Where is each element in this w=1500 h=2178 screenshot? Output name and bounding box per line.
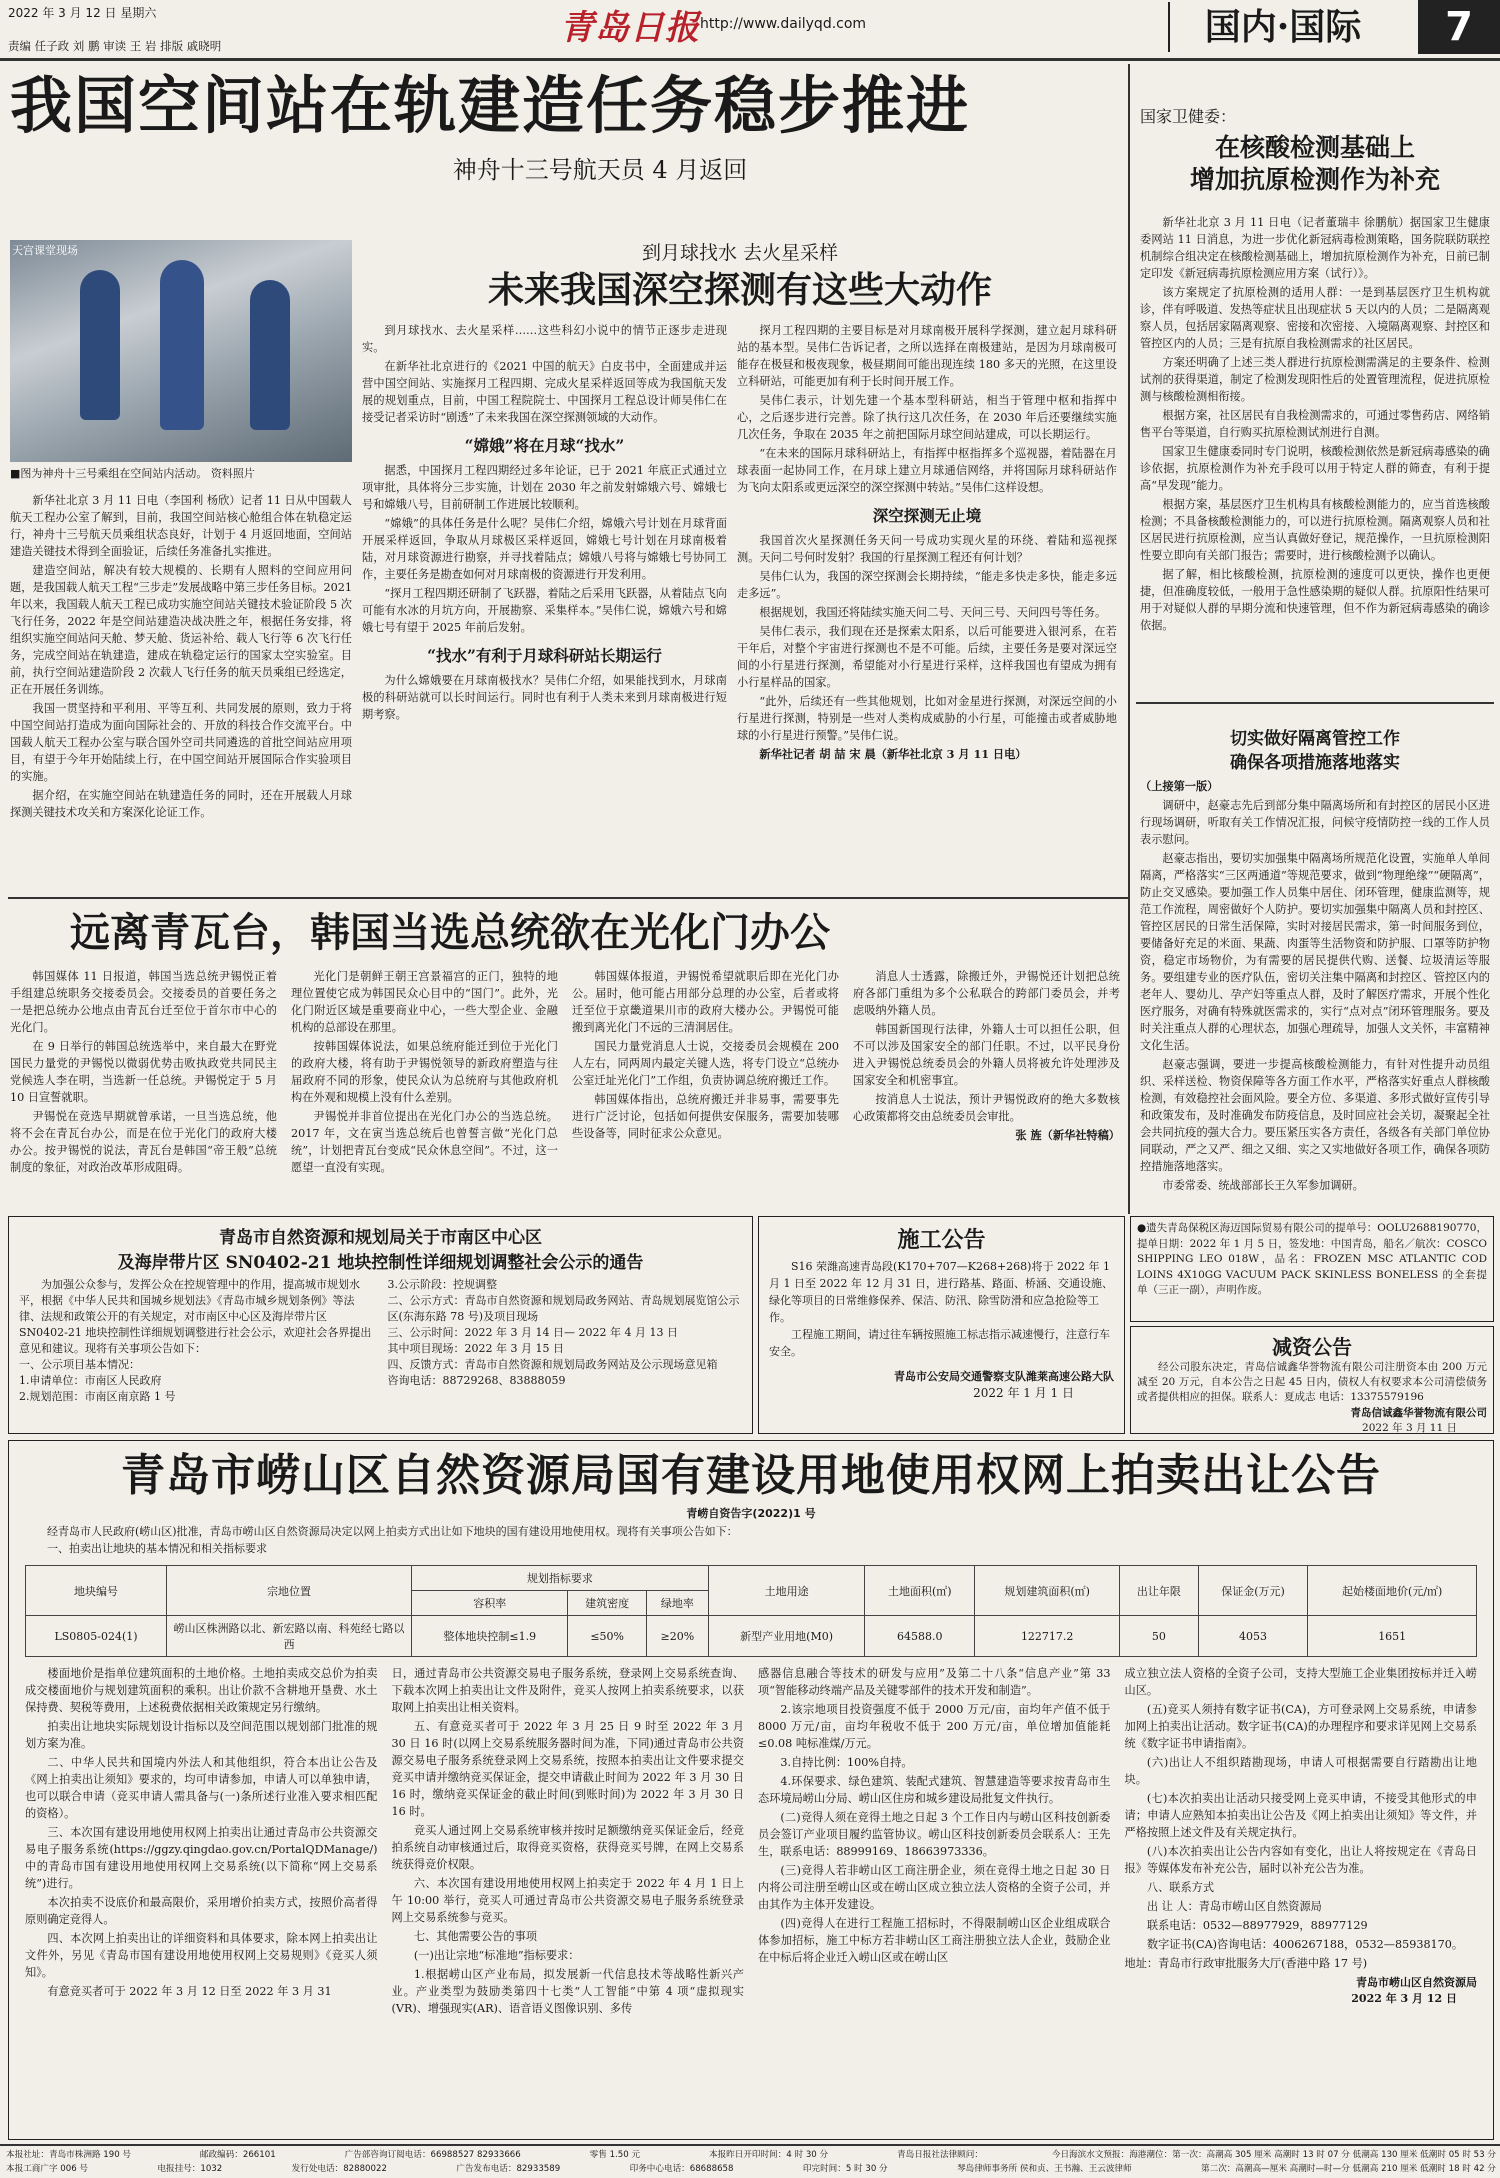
plan-notice bbox=[8, 1216, 753, 1434]
paragraph: 我国一贯坚持和平利用、平等互利、共同发展的原则，致力于将中国空间站打造成为面向国际社会的、开放的科技合作交流平台。中国载人航天工程办公室与联合国外空司共同遴选的首批空间站应用项目，有望于今年开始陆续上行，在中国空间站开展国际合作实验项目的实施。 bbox=[10, 702, 352, 783]
capital-title: 减资公告 bbox=[1272, 1335, 1352, 1359]
paper-logo: 青岛日报 bbox=[560, 8, 700, 48]
sub-headline-1: 切实做好隔离管控工作 bbox=[1230, 729, 1400, 749]
paragraph: 赵豪志强调，要进一步提高核酸检测能力，有针对性提升动员组织、采样送检、物资保障等各方面工作水平，严格落实好重点人群核酸检测，有效稳控社会面风险。要全方位、多渠道、多形式做好宣传引导和政策发布，及时准确发布防疫信息，及时回应社会关切，凝聚起全社会共同抗疫的强大合力。要压紧压实各方责任，各级各有关部门单位协同联动，严之又严、细之又细、实之又实地做好各项工作，确保各项防控措施落地落实。 bbox=[1140, 1058, 1490, 1173]
paragraph: 吴伟仁表示，计划先建一个基本型科研站，相当于管理中枢和指挥中心，之后逐步进行完善。除了执行这几次任务，在 2030 年后还要继续实施几次任务，争取在 2035 年之前把国际月球空间站建成，可以长期运行。 bbox=[737, 394, 1117, 441]
auction-columns bbox=[25, 1665, 1477, 2025]
auction-col-4 bbox=[1125, 1665, 1478, 2025]
lead-subhead: 神舟十三号航天员 4 月返回 bbox=[452, 156, 748, 184]
paragraph: 到月球找水、去火星采样……这些科幻小说中的情节正逐步走进现实。 bbox=[362, 324, 727, 354]
table-cell: 整体地块控制≤1.9 bbox=[412, 1616, 568, 1657]
header-cell: 建筑密度 bbox=[568, 1591, 646, 1616]
auction-date: 2022 年 3 月 12 日 bbox=[1351, 1992, 1457, 2005]
paragraph: 尹锡悦并非首位提出在光化门办公的当选总统。2017 年，文在寅当选总统后也曾誓言做“光化门总统”，计划把青瓦台变成“民众休息空间”。不过，这一愿望一直没有实现。 bbox=[291, 1110, 558, 1174]
construction-notice bbox=[758, 1216, 1125, 1434]
paragraph: 数字证书(CA)咨询电话：4006267188，0532—85938170。 bbox=[1146, 1938, 1464, 1951]
paragraph: 有意竞买者可于 2022 年 3 月 12 日至 2022 年 3 月 31 bbox=[47, 1985, 332, 1998]
paragraph: 消息人士透露，除搬迁外，尹锡悦还计划把总统府各部门重组为多个公私联合的跨部门委员会，并考虑吸纳外籍人员。 bbox=[853, 970, 1120, 1017]
capital-date: 2022 年 3 月 11 日 bbox=[1362, 1422, 1457, 1434]
paragraph: 三、公示时间：2022 年 3 月 14 日— 2022 年 4 月 13 日 bbox=[387, 1326, 678, 1339]
paragraph: (五)竞买人须持有数字证书(CA)，方可登录网上交易系统，申请参加网上拍卖出让活动。数字证书(CA)的办理程序和要求详见网上交易系统《数字证书申请指南》。 bbox=[1124, 1703, 1477, 1750]
paragraph: 八、联系方式 bbox=[1146, 1881, 1215, 1894]
header-cell: 起始楼面地价(元/㎡) bbox=[1308, 1566, 1477, 1616]
paragraph: 根据方案，社区居民有自我检测需求的，可通过零售药店、网络销售平台等渠道，自行购买抗原检测试剂进行自测。 bbox=[1140, 409, 1490, 439]
capital-body: 经公司股东决定，青岛信诚鑫华誉物流有限公司注册资本由 200 万元减至 20 万元，自本公告之日起 45 日内，债权人有权要求本公司清偿债务或者提供相应的担保。联系人：夏成志 电话：13375579196 bbox=[1137, 1361, 1487, 1403]
plan-col-2 bbox=[388, 1277, 743, 1405]
paragraph: 二、中华人民共和国境内外法人和其他组织，符合本出让公告及《网上拍卖出让须知》要求的，均可申请参加，申请人可以单独申请，也可以联合申请（竞买申请人需具备与(一)条所述行业准入要求相匹配的资格）。 bbox=[25, 1756, 378, 1820]
lost-body: ●遗失青岛保税区海迈国际贸易有限公司的提单号：OOLU2688190770，提单日期：2022 年 1 月 5 日，签发地：中国青岛，船名／航次：COSCO SHIPPING LEO 018W，品名：FROZEN MSC ATLANTIC COD LOINS 4X10GG VACUUM PACK SKINLESS BONELESS 的全套提单（三正一副），声明作废。 bbox=[1137, 1222, 1487, 1296]
paragraph: 我国首次火星探测任务天问一号成功实现火星的环绕、着陆和巡视探测。天问二号何时发射？我国的行星探测工程还有何计划？ bbox=[737, 534, 1117, 564]
paragraph: 3.自持比例：100%自持。 bbox=[780, 1756, 913, 1769]
footer-item: 青岛日报社法律顾问： bbox=[897, 2150, 983, 2160]
section-heading: “找水”有利于月球科研站长期运行 bbox=[427, 646, 662, 665]
korea-body bbox=[10, 968, 1120, 1208]
header-cell: 规划建筑面积(㎡) bbox=[975, 1566, 1120, 1616]
paragraph: 五、有意竞买者可于 2022 年 3 月 25 日 9 时至 2022 年 3 月 30 日 16 时(以网上交易系统服务器时间为准，下同)通过青岛市公共资源交易电子服务系统登录网上交易系统，按照本拍卖出让文件要求提交竞买申请并缴纳竞买保证金，提交申请截止时间为 2022 年 3 月 30 日 16 时，缴纳竞买保证金的截止时间(到账时间)为 2022 年 3 月 30 日 16 时。 bbox=[391, 1720, 744, 1818]
space-col-2 bbox=[737, 322, 1117, 892]
footer-item: 电报挂号：1032 bbox=[157, 2164, 223, 2174]
paragraph: 为什么嫦娥要在月球南极找水？吴伟仁介绍，如果能找到水，月球南极的科研站就可以长时间运行。同时也有利于人类未来到月球南极进行短期考察。 bbox=[362, 674, 727, 721]
paragraph: 探月工程四期的主要目标是对月球南极开展科学探测，建立起月球科研站的基本型。吴伟仁告诉记者，之所以选择在南极建站，是因为月球南极可能存在极昼和极夜现象，极昼期间可能出现连续 180 多天的光照，在这里设立科研站，可能更加有利于长时间开展工作。 bbox=[737, 324, 1117, 388]
construction-signer: 青岛市公安局交通警察支队潍莱高速公路大队 bbox=[894, 1370, 1114, 1383]
paragraph: 据了解，相比核酸检测，抗原检测的速度可以更快，操作也更便捷，但准确度较低，一般用于急性感染期的疑似人群。抗原阳性结果可用于对疑似人群的早期分流和快速管理，但不作为新冠病毒感染的确诊依据。 bbox=[1140, 568, 1490, 632]
paragraph: 根据方案，基层医疗卫生机构具有核酸检测能力的，应当首选核酸检测；不具备核酸检测能力的，可以进行抗原检测。隔离观察人员和社区居民进行抗原检测，应当认真做好登记，规范操作，一旦抗原检测阳性要立即向有关部门报告；需要时，进行核酸检测予以确认。 bbox=[1140, 498, 1490, 562]
footer-item: 琴岛律师事务所 侯和贞、王书瀚、王云波律师 bbox=[957, 2164, 1132, 2174]
paragraph: 韩国媒体指出，总统府搬迁并非易事，需要事先进行广泛讨论，包括如何提供安保服务，需要加装哪些设备等，同时征求公众意见。 bbox=[572, 1093, 839, 1140]
construction-body: S16 荣潍高速青岛段(K170+707—K268+268)将于 2022 年 1 月 1 日至 2022 年 12 月 31 日，进行路基、路面、桥涵、交通设施、绿化等项目的日常维修保养、保洁、防汛、除雪防滑和应急抢险等工作。 bbox=[769, 1260, 1113, 1324]
paragraph: 出 让 人：青岛市崂山区自然资源局 bbox=[1146, 1900, 1322, 1913]
header-cell: 土地用途 bbox=[708, 1566, 865, 1616]
editors-line: 责编 任子政 刘 鹏 审读 王 岩 排版 戚晓明 bbox=[8, 39, 222, 53]
paragraph: 据介绍，在实施空间站在轨建造任务的同时，还在开展载人月球探测关键技术攻关和方案深化论证工作。 bbox=[10, 789, 352, 819]
footer-item: 本报昨日开印时间：4 时 30 分 bbox=[708, 2150, 829, 2160]
paragraph: 新华社北京 3 月 11 日电（李国利 杨欣）记者 11 日从中国载人航天工程办公室了解到，目前，我国空间站核心舱组合体在轨稳定运行，神舟十三号航天员乘组状态良好，计划于 4 月返回地面，空间站建造关键技术得到全面验证，后续任务准备扎实推进。 bbox=[10, 494, 352, 558]
sub-story-body bbox=[1140, 778, 1490, 1210]
paragraph: 为加强公众参与，发挥公众在控规管理中的作用，提高城市规划水平，根据《中华人民共和国城乡规划法》《青岛市城乡规划条例》等法律、法规和政策公开的有关规定，对市南区中心区及海岸带片区 SN0402-21 地块控制性详细规划调整进行社会公示，欢迎社会各界提出意见和建议。现将有关事项公告如下： bbox=[19, 1278, 372, 1355]
paragraph: 3.公示阶段：控规调整 bbox=[387, 1278, 497, 1291]
paragraph: 楼面地价是指单位建筑面积的土地价格。土地拍卖成交总价为拍卖成交楼面地价与规划建筑面积的乘积。出让价款不含耕地开垦费、水土保持费、契税等费用，上述税费依据相关政策规定另行缴纳。 bbox=[25, 1667, 378, 1714]
lead-headline: 我国空间站在轨建造任务稳步推进 bbox=[10, 69, 971, 142]
auction-section-1: 一、拍卖出让地块的基本情况和相关指标要求 bbox=[47, 1542, 267, 1555]
section-heading: 深空探测无止境 bbox=[872, 506, 982, 525]
paragraph: 2.该宗地项目投资强度不低于 2000 万元/亩，亩均年产值不低于 8000 万元/亩，亩均年税收不低于 200 万元/亩，单位增加值能耗≤0.08 吨标准煤/万元。 bbox=[758, 1703, 1111, 1750]
paragraph: 三、本次国有建设用地使用权网上拍卖出让通过青岛市公共资源交易电子服务系统(https://ggzy.qingdao.gov.cn/PortalQDManage/) 中的青岛市国有建设用地使用权网上交易系统(以下简称“网上交易系统”)进行。 bbox=[25, 1826, 378, 1890]
auction-doc-no: 青崂自资告字(2022)1 号 bbox=[686, 1507, 816, 1520]
footer-item: 邮政编码：266101 bbox=[199, 2150, 276, 2160]
footer-item: 广告部咨询订阅电话：66988527 82933666 bbox=[344, 2150, 521, 2160]
header-cell: 土地面积(㎡) bbox=[865, 1566, 975, 1616]
footer-item: 广告发布电话：82933589 bbox=[456, 2164, 561, 2174]
paragraph: 尹锡悦在竞选早期就曾承诺，一旦当选总统，他将不会在青瓦台办公，而是在位于光化门的政府大楼办公。按尹锡悦的说法，青瓦台是韩国“帝王般”总统制度的象征，对政治改革形成阻碍。 bbox=[10, 1110, 277, 1174]
paragraph: 七、其他需要公告的事项 bbox=[413, 1930, 537, 1943]
space-headline: 未来我国深空探测有这些大动作 bbox=[487, 269, 992, 311]
header-cell: 宗地位置 bbox=[167, 1566, 412, 1616]
paragraph: (七)本次拍卖出让活动只接受网上竞买申请，不接受其他形式的申请；申请人应熟知本拍卖出让公告及《网上拍卖出让须知》等文件，并严格按照上述文件及有关规定执行。 bbox=[1124, 1792, 1477, 1839]
paragraph: 4.环保要求、绿色建筑、装配式建筑、智慧建造等要求按青岛市生态环境局崂山分局、崂山区住房和城乡建设局批复文件执行。 bbox=[758, 1775, 1111, 1805]
paragraph: 根据规划，我国还将陆续实施天问二号、天问三号、天问四号等任务。 bbox=[759, 606, 1107, 619]
nhc-source: 国家卫健委： bbox=[1140, 107, 1237, 126]
page-number: 7 bbox=[1418, 0, 1500, 54]
nhc-headline-1: 在核酸检测基础上 bbox=[1214, 133, 1415, 162]
korea-headline: 远离青瓦台，韩国当选总统欲在光化门办公 bbox=[70, 909, 830, 956]
auction-col-1 bbox=[25, 1665, 378, 2025]
auction-signer: 青岛市崂山区自然资源局 bbox=[1356, 1976, 1477, 1989]
paragraph: (六)出让人不组织踏勘现场，申请人可根据需要自行踏勘出让地块。 bbox=[1124, 1756, 1477, 1786]
paragraph: (三)竞得人若非崂山区工商注册企业，须在竞得土地之日起 30 日内将公司注册至崂山区或在崂山区成立独立法人资格的全资子公司，并由其作为主体开发建设。 bbox=[758, 1864, 1111, 1911]
paragraph: 2.规划范围：市南区南京路 1 号 bbox=[19, 1390, 176, 1403]
footer-item: 第二次：高潮高—厘米 高潮时—时—分 低潮高 210 厘米 低潮时 18 时 42 分 bbox=[1201, 2164, 1496, 2174]
construction-date: 2022 年 1 月 1 日 bbox=[973, 1386, 1074, 1400]
paragraph: (二)竞得人须在竞得土地之日起 3 个工作日内与崂山区科技创新委员会签订产业项目履约监管协议。崂山区科技创新委员会联系人：王先生，联系电话：88999169、18663973336。 bbox=[758, 1811, 1111, 1858]
korea-top-rule bbox=[8, 897, 1128, 899]
footer-item: 发行处电话：82880022 bbox=[291, 2164, 387, 2174]
capital-notice bbox=[1130, 1326, 1494, 1434]
capital-signer: 青岛信诚鑫华誉物流有限公司 bbox=[1350, 1407, 1487, 1419]
plan-title-2: 及海岸带片区 SN0402-21 地块控制性详细规划调整社会公示的通告 bbox=[117, 1253, 644, 1273]
paragraph: 光化门是朝鲜王朝王宫景福宫的正门，独特的地理位置使它成为韩国民众心目中的“国门”。此外，光化门附近区域是重要商业中心，一些大型企业、金融机构的总部设在那里。 bbox=[291, 970, 558, 1034]
paragraph: “嫦娥”的具体任务是什么呢？吴伟仁介绍，嫦娥六号计划在月球背面开展采样返回，争取从月球极区采样返回，嫦娥七号计划在月球南极着陆，对月球资源进行勘察，并寻找着陆点；嫦娥八号将与嫦娥七号协同工作，主要任务是勘查如何对月球南极的资源进行开发利用。 bbox=[362, 517, 727, 581]
byline: 张 旌（新华社特稿） bbox=[1015, 1128, 1120, 1142]
paragraph: 咨询电话：88729268、83888059 bbox=[387, 1374, 566, 1387]
footer-line-1 bbox=[6, 2148, 1496, 2162]
paragraph: 1.申请单位：市南区人民政府 bbox=[19, 1374, 162, 1387]
construction-title: 施工公告 bbox=[897, 1227, 986, 1253]
footer-rule bbox=[0, 2144, 1500, 2146]
table-row bbox=[26, 1616, 1477, 1657]
paragraph: 建造空间站，解决有较大规模的、长期有人照料的空间应用问题，是我国载人航天工程“三步走”发展战略中第三步任务目标。2021 年以来，我国载人航天工程已成功实施空间站关键技术验证阶段 5 次飞行任务，2022 年是空间站建造决战决胜之年，根据任务安排，将组织实施空间站问天舱、梦天舱、货运补给、载人飞行等 6 次飞行任务，完成空间站在轨建造，建成在轨稳定运行的国家太空实验室。目前，执行空间站建造阶段 2 次载人飞行任务的航天员乘组已经选定，正在开展任务训练。 bbox=[10, 564, 352, 696]
paragraph: 调研中，赵豪志先后到部分集中隔离场所和有封控区的居民小区进行现场调研，听取有关工作情况汇报，问候守疫情防控一线的工作人员表示慰问。 bbox=[1140, 799, 1490, 846]
paragraph: 成立独立法人资格的全资子公司，支持大型施工企业集团按标并迁入崂山区。 bbox=[1124, 1667, 1477, 1697]
paragraph: 本次拍卖不设底价和最高限价，采用增价拍卖方式，按照价高者得原则确定竞得人。 bbox=[25, 1896, 378, 1926]
photo-tag: 天宫课堂现场 bbox=[12, 244, 78, 257]
auction-notice bbox=[8, 1440, 1494, 2140]
footer-item: 零售 1.50 元 bbox=[589, 2150, 641, 2160]
space-col-1 bbox=[362, 322, 727, 892]
paragraph: 新华社北京 3 月 11 日电（记者董瑞丰 徐鹏航）据国家卫生健康委网站 11 日消息，为进一步优化新冠病毒检测策略，国务院联防联控机制综合组决定在核酸检测基础上，增加抗原检测作为补充，日前已制定印发《新冠病毒抗原检测应用方案（试行）》。 bbox=[1140, 216, 1490, 280]
table-cell: ≥20% bbox=[646, 1616, 708, 1657]
paragraph: 日，通过青岛市公共资源交易电子服务系统，登录网上交易系统查询、下载本次网上拍卖出让文件及附件，竞买人按网上拍卖系统要求，以获取网上拍卖出让相关资料。 bbox=[391, 1667, 744, 1714]
paragraph: “此外，后续还有一些其他规划，比如对金星进行探测，对深远空间的小行星进行探测，特别是一些对人类构成威胁的小行星，可能撞击或者威胁地球的小行星进行预警。”吴伟仁说。 bbox=[737, 695, 1117, 742]
footer-item: 本报工商广字 006 号 bbox=[6, 2164, 89, 2174]
paragraph: 感器信息融合等技术的研发与应用”及第二十八条“信息产业”第 33 项“智能移动终端产品及关键零部件的技术开发和制造”。 bbox=[758, 1667, 1111, 1697]
header-cell: 地块编号 bbox=[26, 1566, 167, 1616]
header-cell: 容积率 bbox=[412, 1591, 568, 1616]
section-title: 国内·国际 bbox=[1168, 2, 1396, 52]
paragraph: 方案还明确了上述三类人群进行抗原检测需满足的主要条件、检测试剂的获得渠道，制定了检测发现阳性后的处置管理流程，促进抗原检测与核酸检测相衔接。 bbox=[1140, 356, 1490, 403]
masthead-rule bbox=[0, 58, 1500, 61]
paragraph: 竞买人通过网上交易系统审核并按时足额缴纳竞买保证金后，经竞拍系统自动审核通过后，取得竞买资格，获得竞买号牌，在网上交易系统获得竞价权限。 bbox=[391, 1824, 744, 1871]
paragraph: 国家卫生健康委同时专门说明，核酸检测依然是新冠病毒感染的确诊依据，抗原检测作为补充手段可以用于特定人群的筛查，有利于提高“早发现”能力。 bbox=[1140, 445, 1490, 492]
header-cell: 出让年限 bbox=[1120, 1566, 1198, 1616]
table-cell: 50 bbox=[1120, 1616, 1198, 1657]
header-cell: 规划指标要求 bbox=[412, 1566, 709, 1591]
footer-line-2 bbox=[6, 2162, 1496, 2176]
paragraph: “探月工程四期还研制了飞跃器，着陆之后采用飞跃器，从着陆点飞向可能有水冰的月坑方向，开展勘察、采集样本。”吴伟仁说，嫦娥六号和嫦娥七号有望于 2025 年前后发射。 bbox=[362, 587, 727, 634]
table-cell: 64588.0 bbox=[865, 1616, 975, 1657]
header-cell: 绿地率 bbox=[646, 1591, 708, 1616]
paragraph: 拍卖出让地块实际规划设计指标以及空间范围以规划部门批准的规划方案为准。 bbox=[25, 1720, 378, 1750]
paragraph: (一)出让宗地“标准地”指标要求： bbox=[413, 1949, 580, 1962]
paragraph: 韩国媒体 11 日报道，韩国当选总统尹锡悦正着手组建总统职务交接委员会。交接委员的首要任务之一是把总统办公地点由青瓦台迁至位于首尔市中心的光化门。 bbox=[10, 970, 277, 1034]
auction-title: 青岛市崂山区自然资源局国有建设用地使用权网上拍卖出让公告 bbox=[121, 1450, 1381, 1501]
paragraph: 赵豪志指出，要切实加强集中隔离场所规范化设置，实施单人单间隔离，严格落实“三区两通道”等规范要求，做到“物理绝缘”“硬隔离”，防止交叉感染。要加强工作人员集中居住、闭环管理，健康监测等，规范工作流程，周密做好个人防护。要切实加强集中隔离人员和封控区、管控区居民的日常生活保障，实时对接居民需求，第一时间服务到位，要储备好充足的米面、果蔬、肉蛋等生活物资和防护服、口罩等防护物资，稳定市场物价，为有需要的居民提供代购、送餐、垃圾清运等服务。要组建专业的医疗队伍，密切关注集中隔离和封控区、管控区内的老年人、婴幼儿、孕产妇等重点人群，及时了解医疗需求，开展个性化医疗服务，对确有特殊就医需求的，实行“点对点”闭环管理服务。要及时关注重点人群的心理状态，加强心理疏导，加强人文关怀，丰富精神文化生活。 bbox=[1140, 852, 1490, 1052]
footer-item: 印务中心电话：68688658 bbox=[629, 2164, 734, 2174]
paragraph: 按消息人士说法，预计尹锡悦政府的绝大多数核心政策都将交由总统委员会审批。 bbox=[853, 1093, 1120, 1123]
table-cell: 4053 bbox=[1198, 1616, 1308, 1657]
photo-caption: ■图为神舟十三号乘组在空间站内活动。 资料照片 bbox=[10, 467, 255, 480]
nhc-headline-2: 增加抗原检测作为补充 bbox=[1189, 165, 1440, 194]
construction-body-2: 工程施工期间，请过往车辆按照施工标志指示减速慢行，注意行车安全。 bbox=[769, 1328, 1110, 1358]
paragraph: 韩国新国现行法律，外籍人士可以担任公职，但不可以涉及国家安全的部门任职。不过，以平民身份进入尹锡悦总统委员会的外籍人员将被允许处理涉及国家安全和机密事宜。 bbox=[853, 1023, 1120, 1087]
footer-item: 今日海滨水文预报：海港潮位：第一次：高潮高 305 厘米 高潮时 13 时 07 分 低潮高 130 厘米 低潮时 05 时 53 分 bbox=[1051, 2150, 1496, 2160]
paragraph: 在新华社北京进行的《2021 中国的航天》白皮书中，全面建成并运营中国空间站、实施探月工程四期、完成火星采样返回等成为我国航天发展的规划重点，目前，中国工程院院士、中国探月工程总设计师吴伟仁在接受记者采访时“剧透”了未来我国在深空探测领域的大动作。 bbox=[362, 360, 727, 424]
astronaut-figure-2 bbox=[160, 260, 204, 430]
table-cell: LS0805-024(1) bbox=[26, 1616, 167, 1657]
lead-body bbox=[10, 492, 352, 892]
paragraph: (八)本次拍卖出让公告内容如有变化，出让人将按规定在《青岛日报》等媒体发布补充公告，届时以补充公告为准。 bbox=[1124, 1845, 1477, 1875]
paragraph: 在 9 日举行的韩国总统选举中，来自最大在野党国民力量党的尹锡悦以微弱优势击败执政党共同民主党候选人李在明，当选新一任总统。尹锡悦定于 5 月 10 日宣誓就职。 bbox=[10, 1040, 277, 1104]
paragraph: 四、反馈方式：青岛市自然资源和规划局政务网站及公示现场意见箱 bbox=[387, 1358, 718, 1371]
paragraph: (四)竞得人在进行工程施工招标时，不得限制崂山区企业组成联合体参加招标，施工中标方若非崂山区工商注册独立法人企业，鼓励企业在中标后将企业迁入崂山区或在崂山区 bbox=[758, 1917, 1111, 1964]
footer-item: 印完时间：5 时 30 分 bbox=[802, 2164, 888, 2174]
table-cell: 新型产业用地(M0) bbox=[708, 1616, 865, 1657]
lost-notice bbox=[1130, 1216, 1494, 1322]
section-heading: “嫦娥”将在月球“找水” bbox=[464, 436, 625, 455]
paragraph: 吴伟仁表示，我们现在还是探索太阳系，以后可能要进入银河系，在若干年后，对整个宇宙进行探测也不是不可能。后续，主要任务是要对深远空间的小行星进行探测，希望能对小行星进行采样，这样我国也有望成为拥有小行星样品的国家。 bbox=[737, 625, 1117, 689]
auction-col-3 bbox=[758, 1665, 1111, 2025]
astronaut-photo bbox=[10, 240, 352, 462]
paragraph: 按韩国媒体说法，如果总统府能迁到位于光化门的政府大楼，将有助于尹锡悦领导的新政府塑造与往届政府不同的形象，使民众认为总统府与其他政府机构在外观和规模上没有什么差别。 bbox=[291, 1040, 558, 1104]
continued-label: （上接第一版） bbox=[1140, 779, 1219, 793]
paragraph: 地址：青岛市行政审批服务大厅(香港中路 17 号) bbox=[1124, 1957, 1368, 1970]
paragraph: 吴伟仁认为，我国的深空探测会长期持续，“能走多快走多快，能走多远走多远”。 bbox=[737, 570, 1117, 600]
paragraph: 该方案规定了抗原检测的适用人群：一是到基层医疗卫生机构就诊，伴有呼吸道、发热等症状且出现症状 5 天以内的人员；二是隔离观察人员，包括居家隔离观察、密接和次密接、入境隔离观察、封控区和管控区内的人员；三是有抗原自我检测需求的社区居民。 bbox=[1140, 286, 1490, 350]
header-cell: 保证金(万元) bbox=[1198, 1566, 1308, 1616]
paragraph: 联系电话：0532—88977929，88977129 bbox=[1146, 1919, 1368, 1932]
plan-title-1: 青岛市自然资源和规划局关于市南区中心区 bbox=[219, 1228, 542, 1248]
plan-col-1 bbox=[19, 1277, 374, 1405]
paragraph: 市委常委、统战部部长王久军参加调研。 bbox=[1162, 1179, 1364, 1192]
paragraph: 据悉，中国探月工程四期经过多年论证，已于 2021 年底正式通过立项审批，具体将分三步实施，计划在 2030 年之前发射嫦娥六号、嫦娥七号和嫦娥八号，目前研制工作进展比较顺利。 bbox=[362, 464, 727, 511]
table-cell: 1651 bbox=[1308, 1616, 1477, 1657]
land-table bbox=[25, 1565, 1477, 1657]
nhc-divider bbox=[1136, 702, 1494, 704]
paragraph: 国民力量党消息人士说，交接委员会规模在 200 人左右，同两周内最定关键人选，将专门设立“总统办公室迁址光化门”工作组，负责协调总统府搬迁工作。 bbox=[572, 1040, 839, 1087]
paper-url[interactable]: http://www.dailyqd.com bbox=[700, 16, 867, 32]
space-kicker: 到月球找水 去火星采样 bbox=[641, 242, 839, 264]
nhc-body bbox=[1140, 214, 1490, 698]
column-rule bbox=[1128, 64, 1130, 1214]
paragraph: 其中项目现场：2022 年 3 月 15 日 bbox=[387, 1342, 564, 1355]
auction-col-2 bbox=[392, 1665, 745, 2025]
paragraph: 六、本次国有建设用地使用权网上拍卖定于 2022 年 4 月 1 日上午 10:00 举行，竞买人可通过青岛市公共资源交易电子服务系统登录网上交易系统参与竞买。 bbox=[391, 1877, 744, 1924]
paragraph: 1.根据崂山区产业布局，拟发展新一代信息技术等战略性新兴产业。产业类型为鼓励类第四十七类“人工智能”中第 4 项“虚拟现实(VR)、增强现实(AR)、语音语义图像识别、多传 bbox=[391, 1968, 744, 2015]
auction-intro: 经青岛市人民政府(崂山区)批准，青岛市崂山区自然资源局决定以网上拍卖方式出让如下地块的国有建设用地使用权。现将有关事项公告如下： bbox=[47, 1525, 738, 1538]
table-cell: 崂山区株洲路以北、新宏路以南、科苑经七路以西 bbox=[167, 1616, 412, 1657]
paragraph: 一、公示项目基本情况： bbox=[19, 1358, 140, 1371]
astronaut-figure-3 bbox=[250, 280, 290, 430]
table-cell: 122717.2 bbox=[975, 1616, 1120, 1657]
paragraph: 四、本次网上拍卖出让的详细资料和具体要求，除本网上拍卖出让文件外，另见《青岛市国有建设用地使用权网上交易规则》《竞买人须知》。 bbox=[25, 1932, 378, 1979]
astronaut-figure-1 bbox=[80, 270, 120, 420]
paragraph: 韩国媒体报道，尹锡悦希望就职后即在光化门办公。届时，他可能占用部分总理的办公室，后者或将迁至位于京畿道果川市的政府大楼办公。尹锡悦可能搬到离光化门不远的三清洞居住。 bbox=[572, 970, 839, 1034]
footer-item: 本报社址：青岛市株洲路 190 号 bbox=[6, 2150, 131, 2160]
issue-date: 2022 年 3 月 12 日 星期六 bbox=[8, 6, 157, 20]
table-cell: ≤50% bbox=[568, 1616, 646, 1657]
paragraph: “在未来的国际月球科研站上，有指挥中枢指挥多个巡视器，着陆器在月球表面一起协同工作，在月球上建立月球通信网络，并将国际月球科研站作为飞向太阳系或更远深空的深空探测中转站。”吴伟仁这样设想。 bbox=[737, 447, 1117, 494]
paragraph: 二、公示方式：青岛市自然资源和规划局政务网站、青岛规划展览馆公示区(东海东路 78 号)及项目现场 bbox=[387, 1294, 740, 1323]
byline: 新华社记者 胡 喆 宋 晨（新华社北京 3 月 11 日电） bbox=[759, 747, 1027, 761]
sub-headline-2: 确保各项措施落地落实 bbox=[1230, 753, 1400, 773]
